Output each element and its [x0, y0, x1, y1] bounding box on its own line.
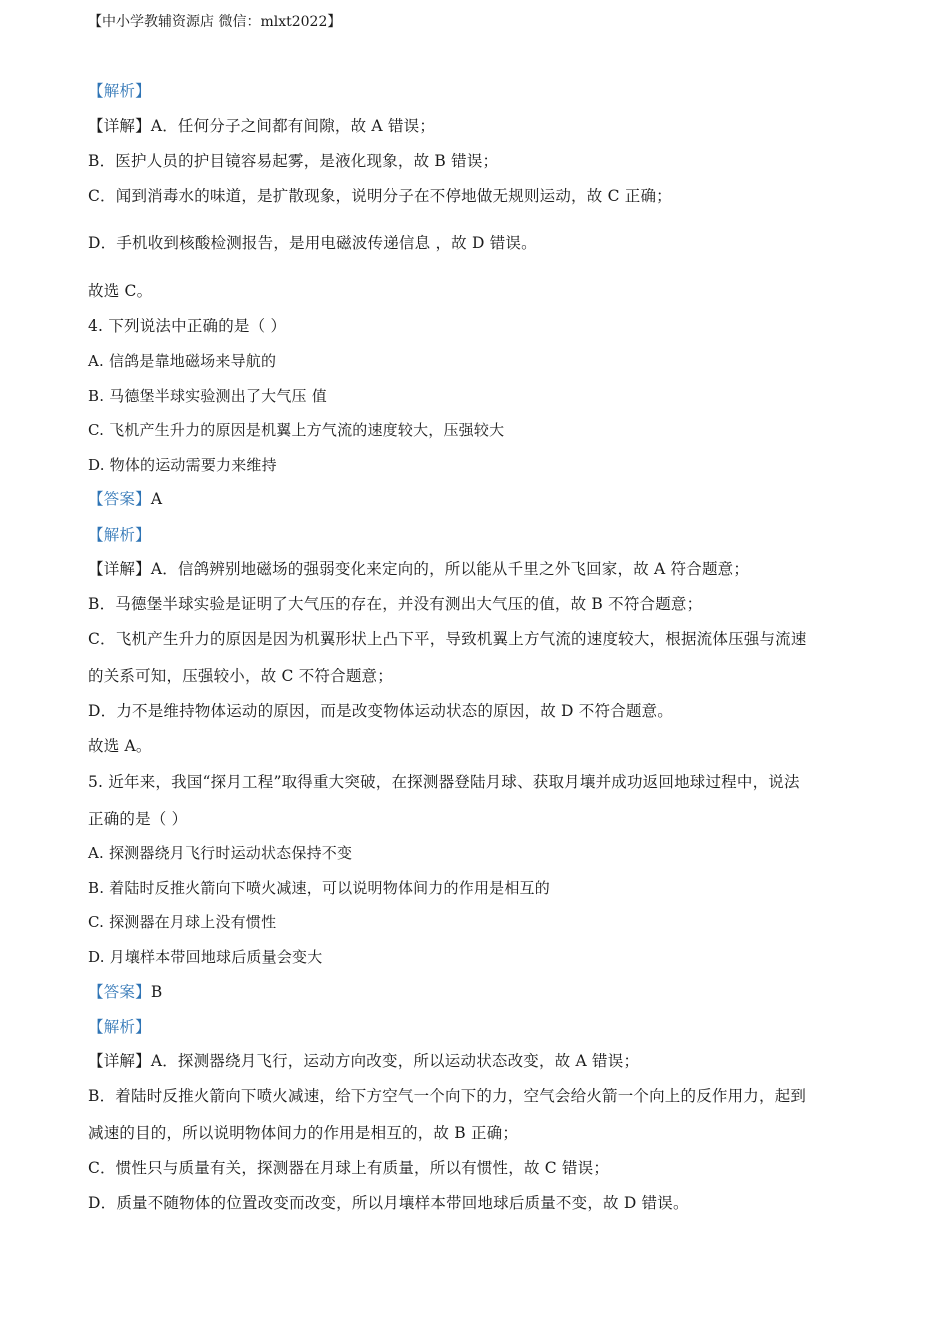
option-a: A. 信鸽是靠地磁场来导航的 [88, 352, 277, 370]
question-stem: 5. 近年来，我国“探月工程”取得重大突破，在探测器登陆月球、获取月壤并成功返回地球过程中，说法 [88, 773, 800, 791]
detail-line: 的关系可知，压强较小，故 C 不符合题意； [88, 667, 393, 685]
analysis-heading: 【解析】 [88, 82, 151, 100]
option-b: B. 马德堡半球实验测出了大气压 值 [88, 387, 327, 405]
detail-line: 【详解】A．任何分子之间都有间隙，故 A 错误； [88, 117, 436, 135]
answer-line: 【答案】A [88, 490, 163, 508]
answer-line: 【答案】B [88, 983, 163, 1001]
question-stem: 4. 下列说法中正确的是（ ） [88, 317, 287, 335]
detail-line: D．质量不随物体的位置改变而改变，所以月壤样本带回地球后质量不变，故 D 错误。 [88, 1194, 689, 1212]
option-d: D. 物体的运动需要力来维持 [88, 456, 277, 474]
detail-line: B．医护人员的护目镜容易起雾，是液化现象，故 B 错误； [88, 152, 499, 170]
detail-line: C．惯性只与质量有关，探测器在月球上有质量，所以有惯性，故 C 错误； [88, 1159, 610, 1177]
detail-line: C．飞机产生升力的原因是因为机翼形状上凸下平，导致机翼上方气流的速度较大，根据流体压强与流速 [88, 630, 807, 648]
page-header-watermark: 【中小学教辅资源店 微信：mlxt2022】 [88, 14, 342, 30]
detail-line: D．力不是维持物体运动的原因，而是改变物体运动状态的原因，故 D 不符合题意。 [88, 702, 674, 720]
analysis-heading: 【解析】 [88, 1018, 151, 1036]
option-d: D. 月壤样本带回地球后质量会变大 [88, 948, 323, 966]
detail-line: B．马德堡半球实验是证明了大气压的存在，并没有测出大气压的值，故 B 不符合题意； [88, 595, 703, 613]
option-c: C. 飞机产生升力的原因是机翼上方气流的速度较大，压强较大 [88, 421, 505, 439]
detail-line: C．闻到消毒水的味道，是扩散现象，说明分子在不停地做无规则运动，故 C 正确； [88, 187, 672, 205]
detail-line: 【详解】A．探测器绕月飞行，运动方向改变，所以运动状态改变，故 A 错误； [88, 1052, 640, 1070]
detail-line: B．着陆时反推火箭向下喷火减速，给下方空气一个向下的力，空气会给火箭一个向上的反作用力，起到 [88, 1087, 807, 1105]
option-a: A. 探测器绕月飞行时运动状态保持不变 [88, 844, 353, 862]
option-c: C. 探测器在月球上没有惯性 [88, 913, 277, 931]
detail-line: D．手机收到核酸检测报告，是用电磁波传递信息 ，故 D 错误。 [88, 234, 537, 252]
question-stem: 正确的是（ ） [88, 810, 188, 828]
conclusion-line: 故选 A。 [88, 737, 152, 755]
option-b: B. 着陆时反推火箭向下喷火减速，可以说明物体间力的作用是相互的 [88, 879, 550, 897]
conclusion-line: 故选 C。 [88, 282, 153, 300]
detail-line: 减速的目的，所以说明物体间力的作用是相互的，故 B 正确； [88, 1124, 519, 1142]
analysis-heading: 【解析】 [88, 526, 151, 544]
detail-line: 【详解】A．信鸽辨别地磁场的强弱变化来定向的，所以能从千里之外飞回家，故 A 符合题意； [88, 560, 750, 578]
